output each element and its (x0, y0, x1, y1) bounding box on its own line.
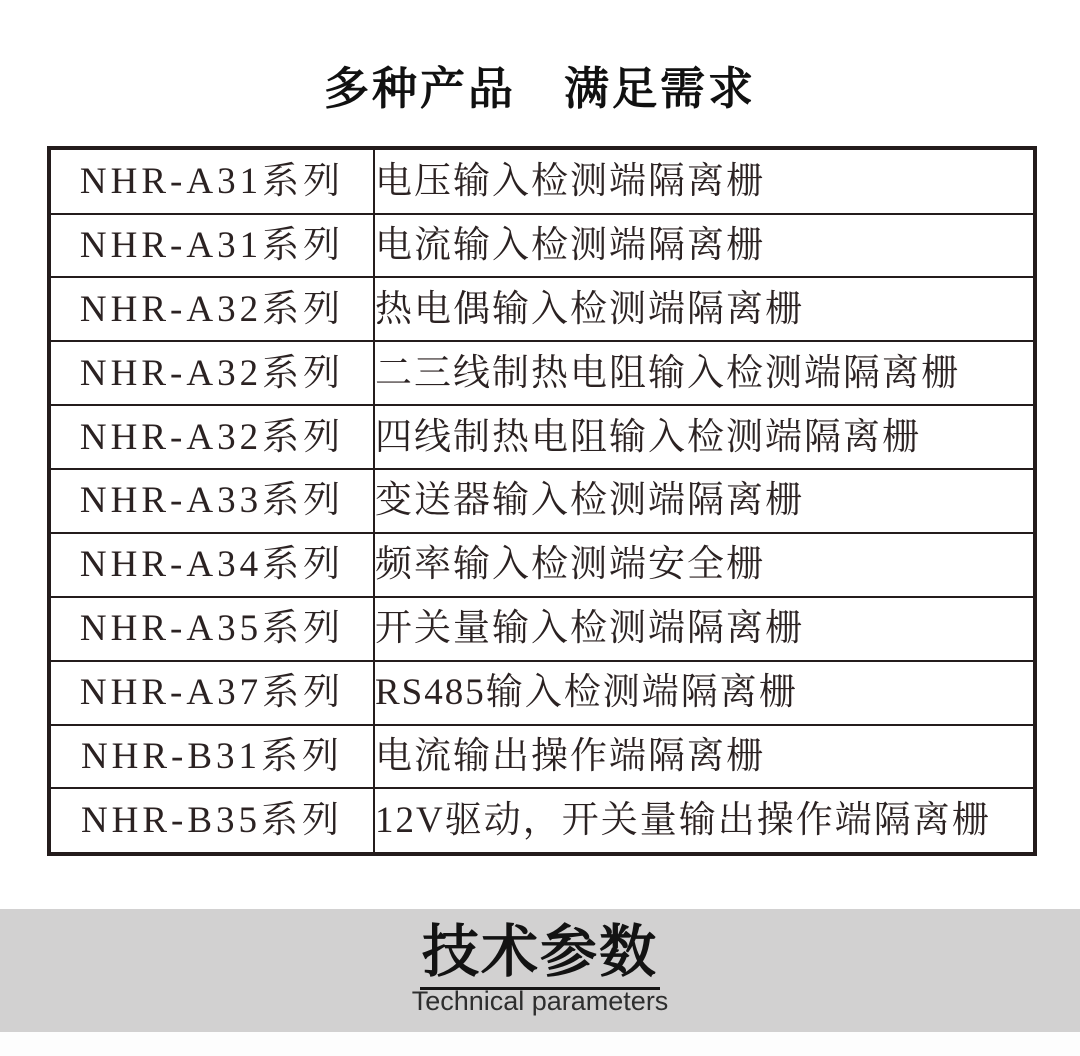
table-row (49, 725, 1035, 789)
description-cell: 频率输入检测端安全栅 (374, 533, 1035, 597)
series-cell: NHR-B31系列 (49, 725, 374, 789)
series-cell: NHR-A37系列 (49, 661, 374, 725)
description-cell: 电压输入检测端隔离栅 (374, 148, 1035, 214)
description-cell: 开关量输入检测端隔离栅 (374, 597, 1035, 661)
series-cell: NHR-A32系列 (49, 341, 374, 405)
table-row (49, 661, 1035, 725)
series-cell: NHR-A31系列 (49, 214, 374, 278)
series-cell: NHR-A35系列 (49, 597, 374, 661)
series-cell: NHR-A32系列 (49, 405, 374, 469)
table-row (49, 405, 1035, 469)
banner-subheading: Technical parameters (411, 985, 669, 1016)
description-cell: 变送器输入检测端隔离栅 (374, 469, 1035, 533)
description-cell: 电流输入检测端隔离栅 (374, 214, 1035, 278)
table-row (49, 277, 1035, 341)
description-cell: 热电偶输入检测端隔离栅 (374, 277, 1035, 341)
description-cell: RS485输入检测端隔离栅 (374, 661, 1035, 725)
series-cell: NHR-A33系列 (49, 469, 374, 533)
table-row (49, 469, 1035, 533)
banner-heading: 技术参数 (420, 920, 660, 990)
page-title: 多种产品 满足需求 (323, 63, 756, 114)
bottom-strip (0, 1032, 1080, 1056)
section-banner (0, 909, 1080, 1032)
description-cell: 电流输出操作端隔离栅 (374, 725, 1035, 789)
series-cell: NHR-A31系列 (49, 148, 374, 214)
table-row (49, 341, 1035, 405)
table-row (49, 533, 1035, 597)
product-series-table (47, 146, 1037, 856)
series-cell: NHR-A34系列 (49, 533, 374, 597)
table-row (49, 597, 1035, 661)
series-cell: NHR-B35系列 (49, 788, 374, 854)
table-row (49, 214, 1035, 278)
description-cell: 12V驱动，开关量输出操作端隔离栅 (374, 788, 1035, 854)
table-row (49, 788, 1035, 854)
description-cell: 四线制热电阻输入检测端隔离栅 (374, 405, 1035, 469)
table-row (49, 148, 1035, 214)
description-cell: 二三线制热电阻输入检测端隔离栅 (374, 341, 1035, 405)
series-cell: NHR-A32系列 (49, 277, 374, 341)
